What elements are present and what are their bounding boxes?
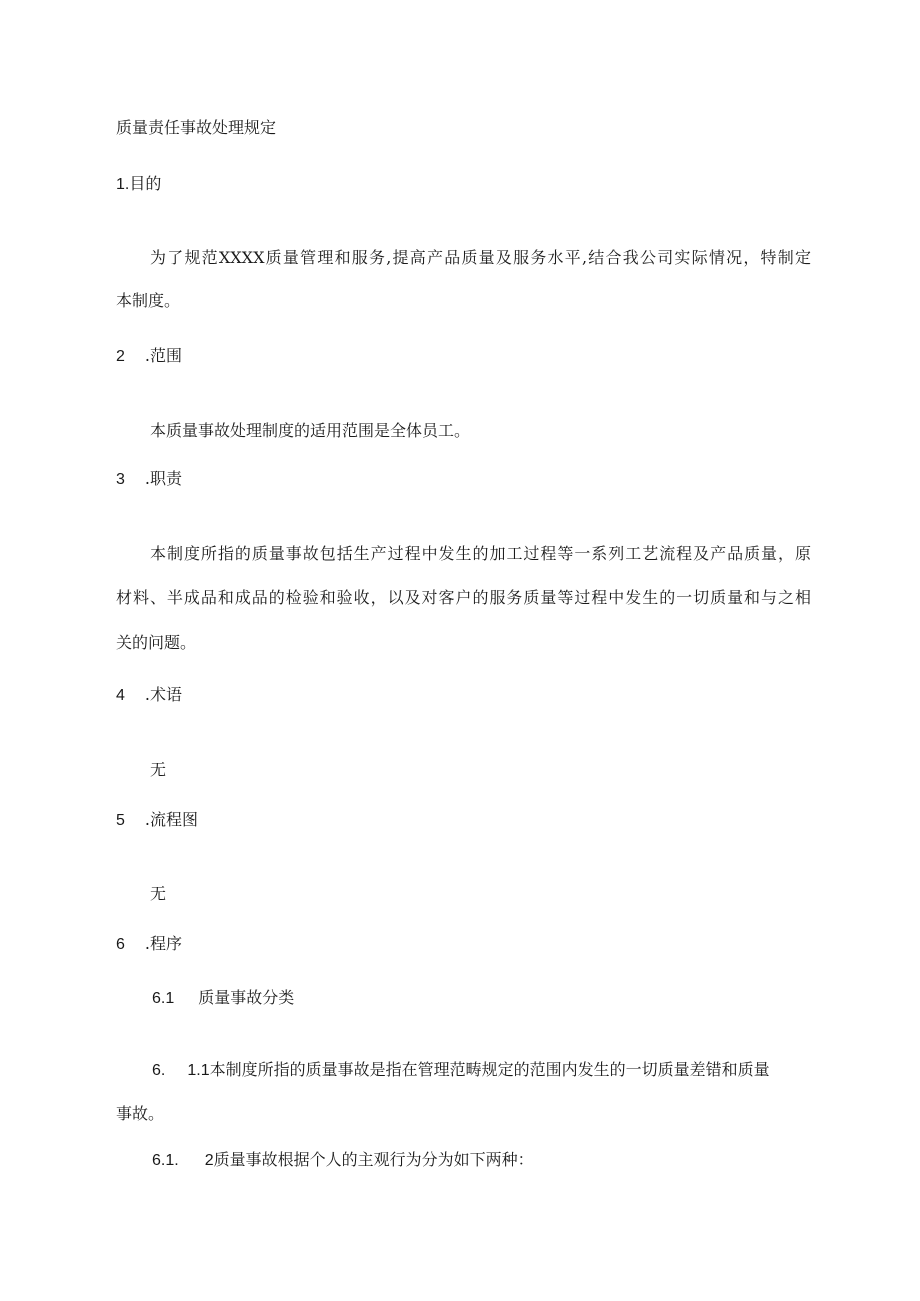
- item-6-1-2-number-b: 2: [204, 1152, 214, 1169]
- section-1-paragraph-line-2-text: 本制度。: [116, 291, 181, 310]
- item-6-1-2: [152, 1152, 534, 1169]
- section-2-heading: [116, 348, 182, 365]
- item-6-1-2-text: 质量事故根据个人的主观行为分为如下两种：: [213, 1150, 534, 1169]
- section-6-heading: [116, 936, 182, 953]
- item-6-1-1-number-a: 6.: [152, 1062, 166, 1079]
- section-2-paragraph-text: 本质量事故处理制度的适用范围是全体员工。: [150, 421, 471, 440]
- section-5-paragraph: [150, 886, 166, 902]
- section-1-paragraph-line-1-text: 为了规范XXXX质量管理和服务,提高产品质量及服务水平,结合我公司实际情况，特制定: [150, 248, 811, 267]
- section-4-title: .术语: [144, 685, 182, 704]
- subsection-6-1-heading: [152, 990, 294, 1007]
- item-6-1-1-text-line-1: 本制度所指的质量事故是指在管理范畴规定的范围内发生的一切质量差错和质量: [209, 1060, 770, 1079]
- section-6-number: 6: [116, 936, 125, 953]
- document-title-text: 质量责任事故处理规定: [116, 118, 277, 137]
- section-6-title: .程序: [144, 934, 182, 953]
- subsection-6-1-title: 质量事故分类: [198, 988, 295, 1007]
- section-4-heading: [116, 687, 182, 704]
- section-1-paragraph-line-2: [116, 293, 180, 309]
- section-2-number: 2: [116, 348, 125, 365]
- item-6-1-1-line-2: [116, 1106, 164, 1122]
- section-2-title: .范围: [144, 346, 182, 365]
- subsection-6-1-number: 6.1: [152, 990, 175, 1007]
- section-1-title: 目的: [129, 174, 162, 193]
- section-5-heading: [116, 812, 198, 829]
- section-1-heading: [116, 176, 161, 193]
- section-3-paragraph-line-1: [150, 546, 811, 562]
- item-6-1-1-text-line-2: 事故。: [116, 1104, 165, 1123]
- item-6-1-1-line-1: [152, 1062, 770, 1079]
- section-3-paragraph-line-3: [116, 635, 196, 651]
- item-6-1-2-number-a: 6.1.: [152, 1152, 179, 1169]
- section-3-paragraph-line-3-text: 关的问题。: [116, 633, 197, 652]
- section-4-paragraph-text: 无: [150, 760, 167, 779]
- section-3-heading: [116, 471, 182, 488]
- section-4-paragraph: [150, 762, 166, 778]
- document-title: [116, 120, 276, 136]
- section-3-paragraph-line-2: [116, 590, 811, 606]
- section-4-number: 4: [116, 687, 125, 704]
- section-3-paragraph-line-1-text: 本制度所指的质量事故包括生产过程中发生的加工过程等一系列工艺流程及产品质量，原: [150, 544, 811, 563]
- section-3-title: .职责: [144, 469, 182, 488]
- section-3-number: 3: [116, 471, 125, 488]
- section-1-paragraph-line-1: [150, 250, 811, 266]
- section-2-paragraph: [150, 423, 470, 439]
- section-1-number: 1.: [116, 176, 130, 193]
- item-6-1-1-number-b: 1.1: [187, 1062, 210, 1079]
- section-5-paragraph-text: 无: [150, 884, 167, 903]
- section-5-number: 5: [116, 812, 125, 829]
- section-5-title: .流程图: [144, 810, 198, 829]
- section-3-paragraph-line-2-text: 材料、半成品和成品的检验和验收，以及对客户的服务质量等过程中发生的一切质量和与之相: [116, 588, 811, 607]
